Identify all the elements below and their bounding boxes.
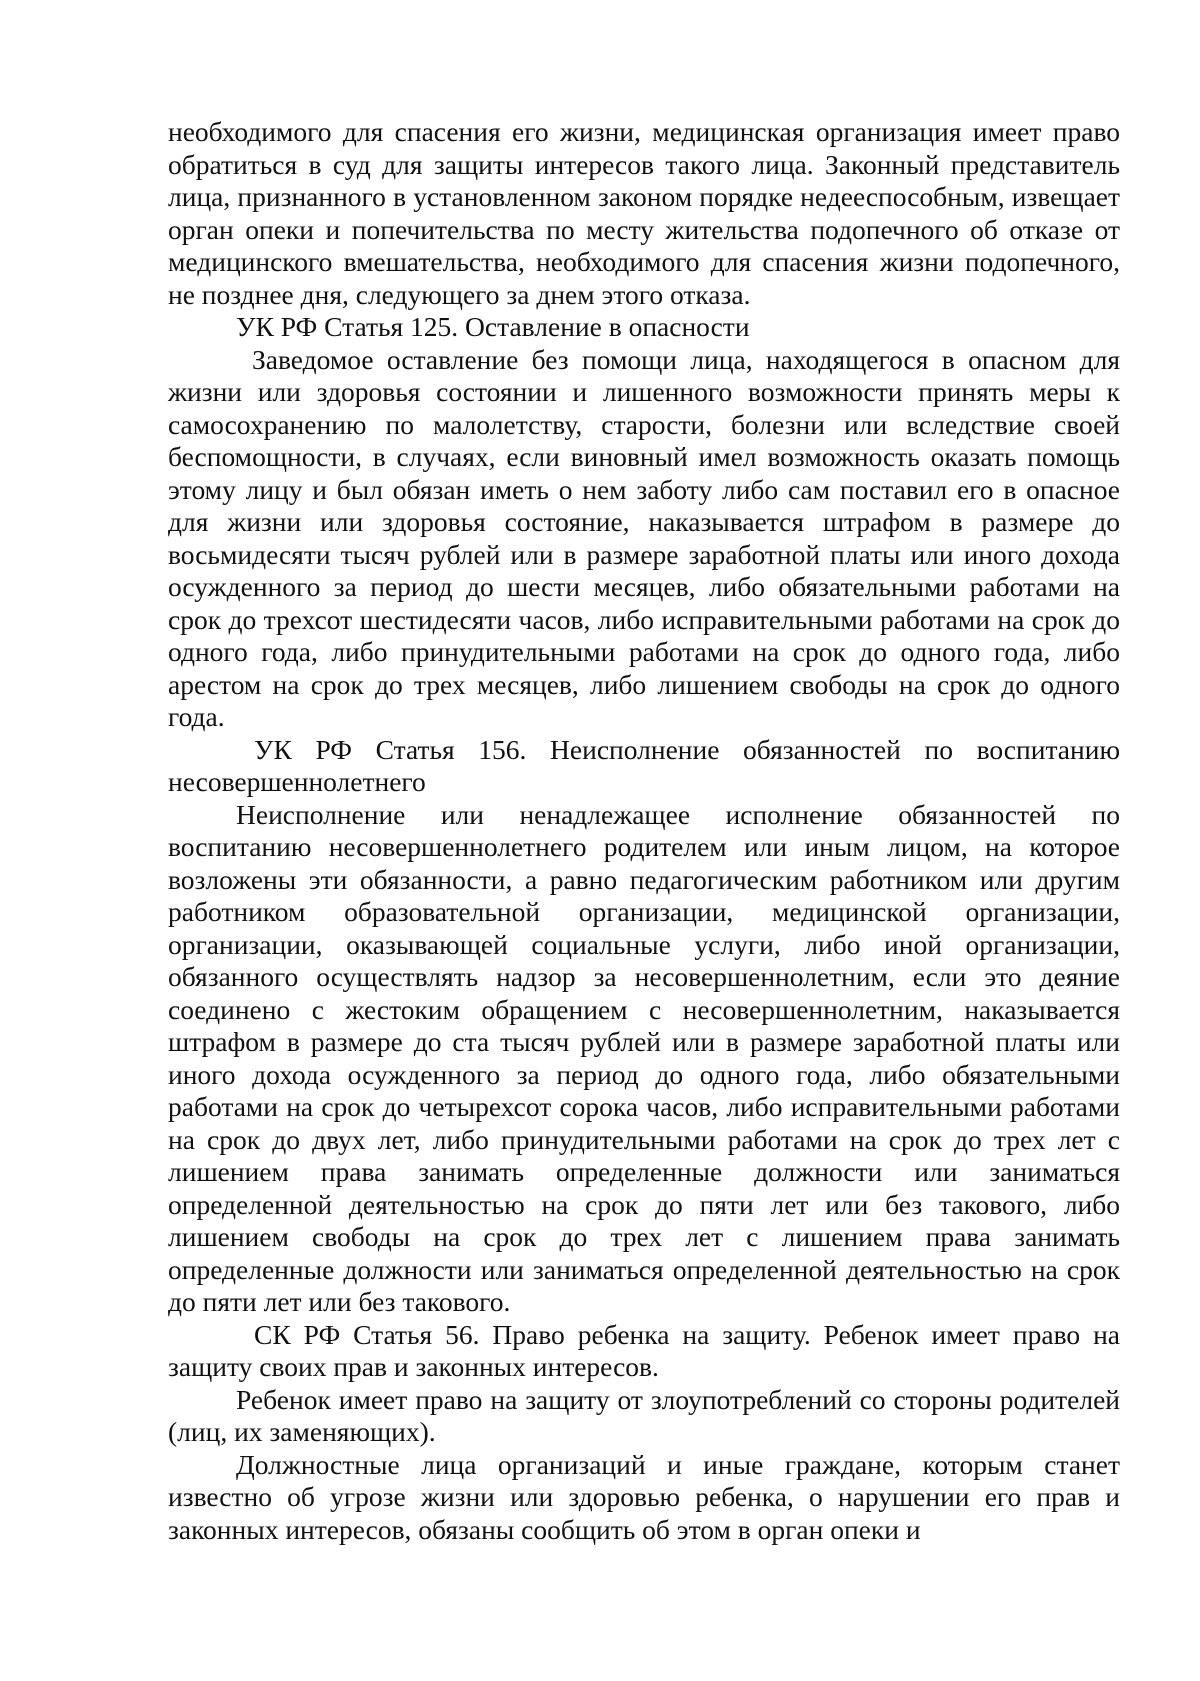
paragraph-continuation: необходимого для спасения его жизни, медицинская организация имеет право обратиться в суд для защиты интересов такого лица. Законный представитель лица, признанного в установленном законом порядке недееспособным, извещает орган опеки и попечительства по месту жительства подопечного об отказе от медицинского вмешательства, необходимого для спасения жизни подопечного, не позднее дня, следующего за днем этого отказа. [168,116,1120,310]
paragraph-article-125-text: Заведомое оставление без помощи лица, находящегося в опасном для жизни или здоровья состоянии и лишенного возможности принять меры к самосохранению по малолетству, старости, болезни или вследствие своей беспомощности, в случаях, если виновный имел возможность оказать помощь этому лицу и был обязан иметь о нем заботу либо сам поставил его в опасное для жизни или здоровья состояние, наказывается штрафом в размере до восьмидесяти тысяч рублей или в размере заработной платы или иного дохода осужденного за период до шести месяцев, либо обязательными работами на срок до трехсот шестидесяти часов, либо исправительными работами на срок до одного года, либо принудительными работами на срок до одного года, либо арестом на срок до трех месяцев, либо лишением свободы на срок до одного года. [168,343,1120,732]
heading-uk-article-156: УК РФ Статья 156. Неисполнение обязанностей по воспитанию несовершеннолетнего [168,733,1120,797]
heading-uk-article-125: УК РФ Статья 125. Оставление в опасности [236,311,750,342]
document-page [168,116,1120,1546]
paragraph-child-protection: Ребенок имеет право на защиту от злоупотреблений со стороны родителей (лиц, их заменяющих). [168,1383,1120,1447]
paragraph-article-156-text: Неисполнение или ненадлежащее исполнение обязанностей по воспитанию несовершеннолетнего родителем или иным лицом, на которое возложены эти обязанности, а равно педагогическим работником или другим работником образовательной организации, медицинской организации, организации, оказывающей социальные услуги, либо иной организации, обязанного осуществлять надзор за несовершеннолетним, если это деяние соединено с жестоким обращением с несовершеннолетним, наказывается штрафом в размере до ста тысяч рублей или в размере заработной платы или иного дохода осужденного за период до одного года, либо обязательными работами на срок до четырехсот сорока часов, либо исправительными работами на срок до двух лет, либо принудительными работами на срок до трех лет с лишением права занимать определенные должности или заниматься определенной деятельностью на срок до пяти лет или без такового, либо лишением свободы на срок до трех лет с лишением права занимать определенные должности или заниматься определенной деятельностью на срок до пяти лет или без такового. [168,798,1120,1317]
paragraph-officials-duty: Должностные лица организаций и иные граждане, которым станет известно об угрозе жизни или здоровью ребенка, о нарушении его прав и законных интересов, обязаны сообщить об этом в орган опеки и [168,1448,1120,1545]
heading-sk-article-56: СК РФ Статья 56. Право ребенка на защиту. Ребенок имеет право на защиту своих прав и законных интересов. [168,1318,1120,1382]
